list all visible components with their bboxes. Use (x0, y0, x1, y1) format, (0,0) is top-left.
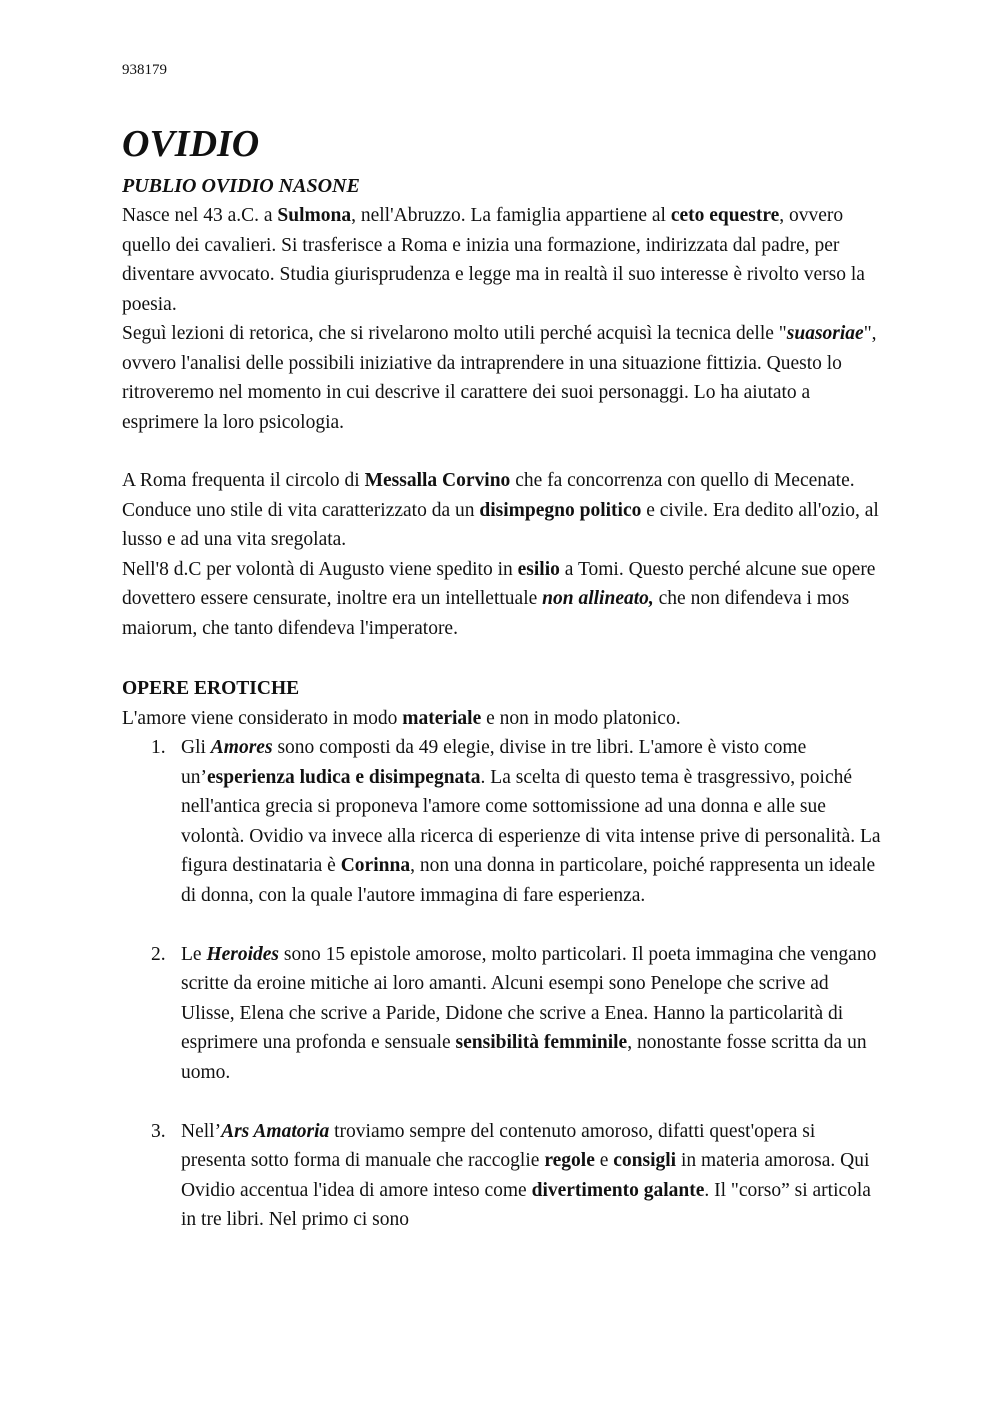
bold-term: Corinna (340, 855, 411, 876)
text-run: Gli (181, 737, 211, 758)
rome-section (122, 466, 882, 643)
text-run: e civile. Era dedito all'ozio, al lusso e ad una vita sregolata. (122, 499, 879, 550)
text-run: , ovvero quello dei cavalieri. Si trasferisce a Roma e inizia una formazione, indirizzata dal padre, per diventare avvocato. Studia giurisprudenza e legge ma in realtà il suo interesse è rivolto verso la poesia. (122, 205, 865, 315)
text-run: Seguì lezioni di retorica, che si rivelarono molto utili perché acquisì la tecnica delle " (122, 323, 787, 344)
bold-term: consigli (613, 1150, 677, 1171)
text-run: sono 15 epistole amorose, molto particolari. Il poeta immagina che vengano scritte da eroine mitiche ai loro amanti. Alcuni esempi sono Penelope che scrive ad Ulisse, Elena che scrive a Paride, Didone che scrive a Enea. Hanno la particolarità di esprimere una profonda e sensuale (181, 943, 877, 1053)
paragraph-rhetoric (122, 319, 882, 437)
section-intro (122, 704, 882, 734)
text-run: sono composti da 49 elegie, divise in tre libri. L'amore è visto come un’ (181, 737, 807, 788)
text-run: , nonostante fosse scritta da un uomo. (181, 1032, 867, 1083)
page-subtitle: PUBLIO OVIDIO NASONE (122, 175, 360, 197)
section-heading: OPERE EROTICHE (122, 678, 300, 699)
text-run: L'amore viene considerato in modo (122, 707, 403, 729)
list-item-ars-amatoria (122, 1117, 882, 1235)
text-run: Le (181, 943, 207, 965)
paragraph-exile (122, 555, 882, 644)
list-item-heroides (122, 940, 882, 1088)
biography-section (122, 201, 882, 437)
bold-italic-term: suasoriae (786, 323, 864, 344)
text-run: e non in modo platonico. (481, 707, 681, 729)
bold-term: sensibilità femminile (455, 1032, 628, 1053)
text-run: , nell'Abruzzo. La famiglia appartiene al (351, 205, 671, 226)
bold-term: materiale (402, 707, 482, 729)
list-spacer (122, 910, 882, 940)
paragraph-circle (122, 466, 882, 555)
paragraph-birth (122, 201, 882, 319)
text-run: . Il "corso” si articola in tre libri. Nel primo ci sono (181, 1179, 871, 1230)
bold-italic-term: Amores (210, 737, 273, 758)
list-spacer (122, 1087, 882, 1117)
bold-term: esilio (517, 558, 560, 580)
page-title: OVIDIO (122, 123, 260, 165)
bold-term: divertimento galante (531, 1179, 705, 1201)
erotic-works-section (122, 674, 882, 1235)
text-run: Nell’ (181, 1120, 222, 1142)
text-run: Nell'8 d.C per volontà di Augusto viene spedito in (122, 558, 518, 580)
bold-term: Messalla Corvino (364, 470, 511, 491)
list-number: 2. (151, 943, 166, 965)
text-run: , non una donna in particolare, poiché rappresenta un ideale di donna, con la quale l'autore immagina di fare esperienza. (181, 855, 876, 906)
text-run: . La scelta di questo tema è trasgressivo, poiché nell'antica grecia si proponeva l'amore come sottomissione ad una donna e alle sue volontà. Ovidio va invece alla ricerca di esperienze di vita intense prive di personalità. La figura destinataria è (181, 766, 881, 876)
bold-italic-term: Ars Amatoria (221, 1120, 330, 1142)
list-number: 1. (151, 737, 166, 758)
list-number: 3. (151, 1120, 166, 1142)
text-run: A Roma frequenta il circolo di (122, 470, 365, 491)
bold-italic-term: Heroides (206, 943, 280, 965)
bold-term: regole (544, 1150, 595, 1171)
bold-term: esperienza ludica e disimpegnata (207, 766, 481, 788)
works-list (122, 733, 882, 1235)
text-run: in materia amorosa. Qui Ovidio accentua l'idea di amore inteso come (181, 1150, 870, 1201)
text-run: ", ovvero l'analisi delle possibili iniziative da intraprendere in una situazione fittizia. Questo lo ritroveremo nel momento in cui descrive il carattere dei suoi personaggi. Lo ha aiutato a esprimere la loro psicologia. (122, 323, 877, 433)
text-run: che fa concorrenza con quello di Mecenate. Conduce uno stile di vita caratterizzato da un (122, 470, 855, 521)
text-run: troviamo sempre del contenuto amoroso, difatti quest'opera si presenta sotto forma di manuale che raccoglie (181, 1120, 816, 1171)
text-run: che non difendeva i mos maiorum, che tanto difendeva l'imperatore. (122, 588, 850, 639)
bold-term: disimpegno politico (479, 499, 642, 521)
bold-italic-term: non allineato, (542, 588, 654, 609)
bold-term: ceto equestre (670, 205, 780, 226)
text-run: Nasce nel 43 a.C. a (122, 205, 278, 226)
list-item-amores (122, 733, 882, 910)
bold-term: Sulmona (277, 205, 352, 226)
text-run: a Tomi. Questo perché alcune sue opere dovettero essere censurate, inoltre era un intellettuale (122, 558, 876, 609)
text-run: e (594, 1150, 614, 1171)
document-id: 938179 (122, 62, 167, 78)
